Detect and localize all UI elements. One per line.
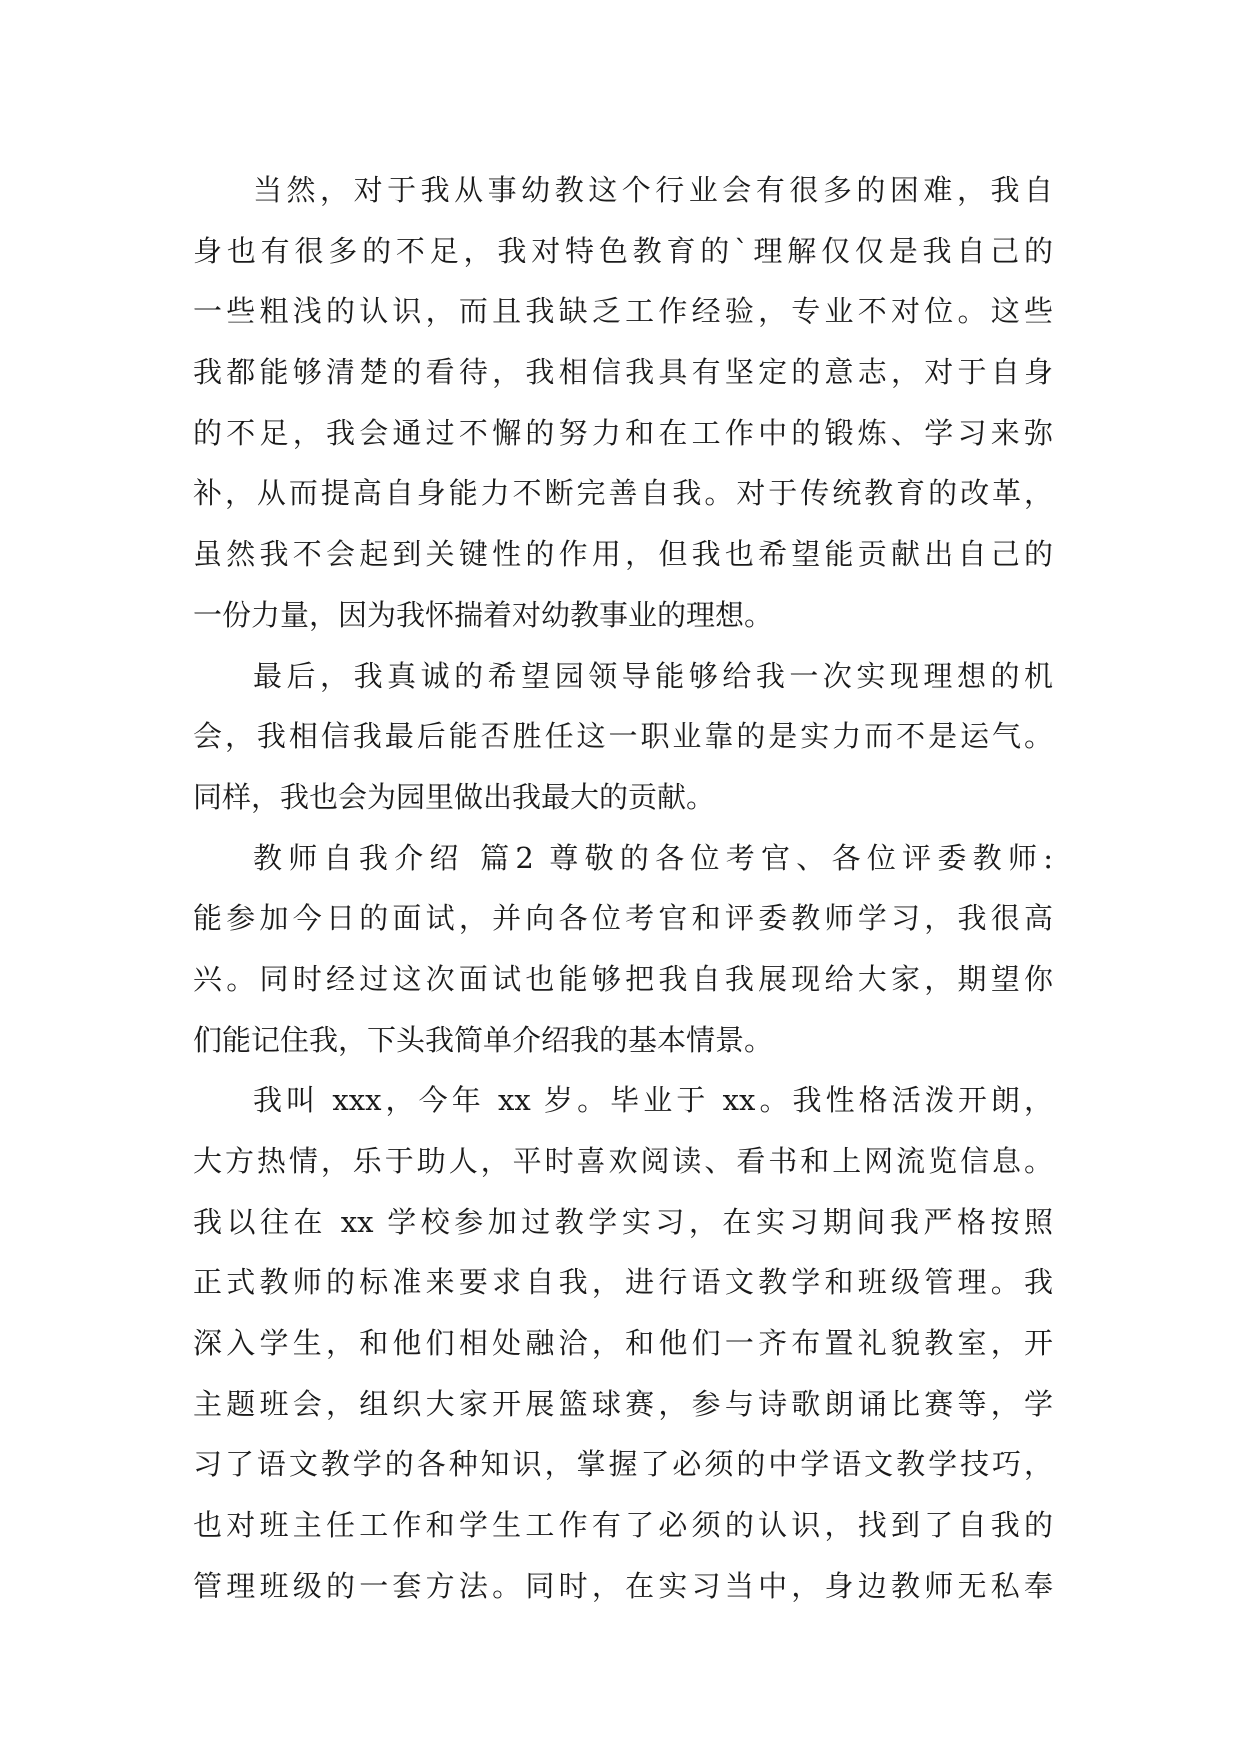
- paragraph-line: 当然，对于我从事幼教这个行业会有很多的困难，我自: [253, 173, 1053, 207]
- paragraph-line: 补，从而提高自身能力不断完善自我。对于传统教育的改革，: [193, 476, 1053, 511]
- section-heading-line: 教师自我介绍 篇2 尊敬的各位考官、各位评委教师:: [253, 840, 1053, 875]
- paragraph-line: 我叫 xxx，今年 xx 岁。毕业于 xx。我性格活泼开朗，: [253, 1083, 1053, 1118]
- paragraph-line: 虽然我不会起到关键性的作用，但我也希望能贡献出自己的: [193, 537, 1053, 572]
- paragraph-line: 管理班级的一套方法。同时，在实习当中，身边教师无私奉: [193, 1568, 1053, 1603]
- paragraph-line: 我以往在 xx 学校参加过教学实习，在实习期间我严格按照: [193, 1204, 1053, 1239]
- paragraph-line: 一些粗浅的认识，而且我缺乏工作经验，专业不对位。这些: [193, 294, 1053, 329]
- paragraph-line: 主题班会，组织大家开展篮球赛，参与诗歌朗诵比赛等，学: [193, 1386, 1053, 1421]
- paragraph-line: 也对班主任工作和学生工作有了必须的认识，找到了自我的: [193, 1508, 1053, 1543]
- paragraph-line: 身也有很多的不足，我对特色教育的`理解仅仅是我自己的: [193, 233, 1053, 268]
- paragraph-line: 深入学生，和他们相处融洽，和他们一齐布置礼貌教室，开: [193, 1326, 1053, 1361]
- paragraph-line: 大方热情，乐于助人，平时喜欢阅读、看书和上网流览信息。: [193, 1144, 1053, 1178]
- paragraph-line: 最后，我真诚的希望园领导能够给我一次实现理想的机: [253, 658, 1053, 693]
- paragraph-line: 会，我相信我最后能否胜任这一职业靠的是实力而不是运气。: [193, 719, 1053, 754]
- paragraph-line: 习了语文教学的各种知识，掌握了必须的中学语文教学技巧，: [193, 1447, 1053, 1482]
- paragraph-line: 正式教师的标准来要求自我，进行语文教学和班级管理。我: [193, 1265, 1053, 1300]
- paragraph-line: 同样，我也会为园里做出我最大的贡献。: [193, 779, 716, 814]
- paragraph-line: 的不足，我会通过不懈的努力和在工作中的锻炼、学习来弥: [193, 415, 1053, 450]
- document-body: [193, 160, 1053, 1617]
- paragraph-line: 们能记住我，下头我简单介绍我的基本情景。: [193, 1022, 774, 1057]
- paragraph-line: 我都能够清楚的看待，我相信我具有坚定的意志，对于自身: [193, 355, 1053, 390]
- paragraph-line: 能参加今日的面试，并向各位考官和评委教师学习，我很高: [193, 901, 1053, 936]
- paragraph-line: 兴。同时经过这次面试也能够把我自我展现给大家，期望你: [193, 961, 1053, 996]
- paragraph-line: 一份力量，因为我怀揣着对幼教事业的理想。: [193, 597, 774, 632]
